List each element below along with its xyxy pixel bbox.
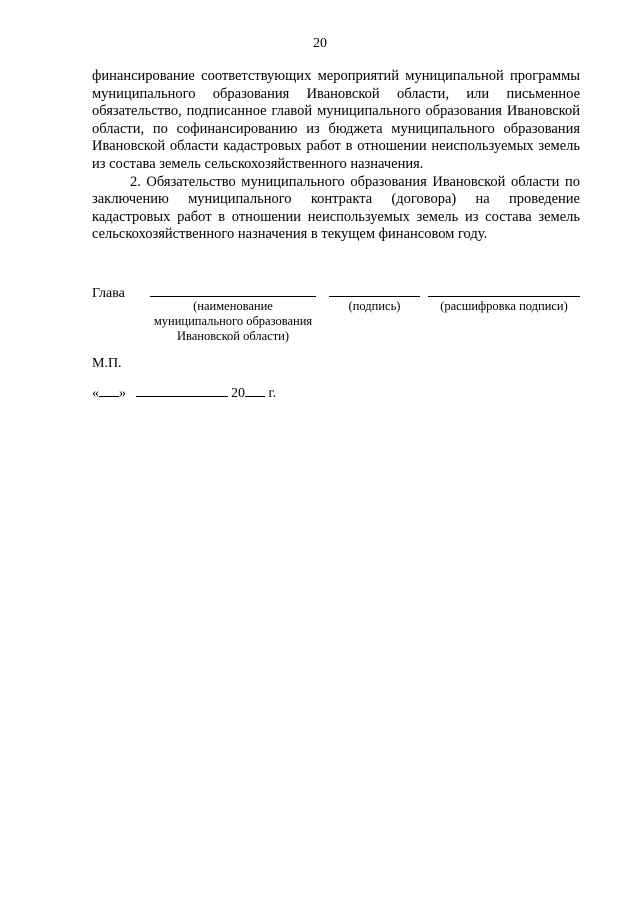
decoding-caption: (расшифровка подписи): [440, 299, 568, 313]
signature-line: [329, 296, 420, 297]
paragraph-continuation: финансирование соответствующих мероприятий муниципальной программы муниципального образования Ивановской области, или письменное обязательство, подписанное главой муниципального образования Ивановской области, по софинансированию из бюджета муниципального образования Ивановской области кадастровых работ в отношении неиспользуемых земель из состава земель сельскохозяйственного назначения.: [92, 68, 580, 172]
date-open-quote: «: [92, 386, 99, 401]
stamp-label: М.П.: [92, 356, 122, 371]
document-body: [92, 68, 580, 244]
paragraph-item-2: 2. Обязательство муниципального образования Ивановской области по заключению муниципального контракта (договора) на проведение кадастровых работ в отношении неиспользуемых земель из состава земель сельскохозяйственного назначения в текущем финансовом году.: [92, 173, 580, 243]
decoding-line: [428, 296, 580, 297]
signature-title-label: Глава: [92, 286, 125, 301]
month-blank: [136, 384, 228, 397]
name-caption: (наименование муниципального образования Ивановской области): [153, 299, 313, 343]
signature-caption: (подпись): [348, 299, 401, 313]
day-blank: [99, 384, 119, 397]
year-prefix: 20: [231, 386, 245, 401]
year-blank: [245, 384, 265, 397]
date-line: [92, 384, 276, 402]
year-suffix: г.: [268, 386, 277, 401]
name-line: [150, 296, 316, 297]
page-number: 20: [313, 36, 327, 51]
date-close-quote: »: [119, 386, 126, 401]
